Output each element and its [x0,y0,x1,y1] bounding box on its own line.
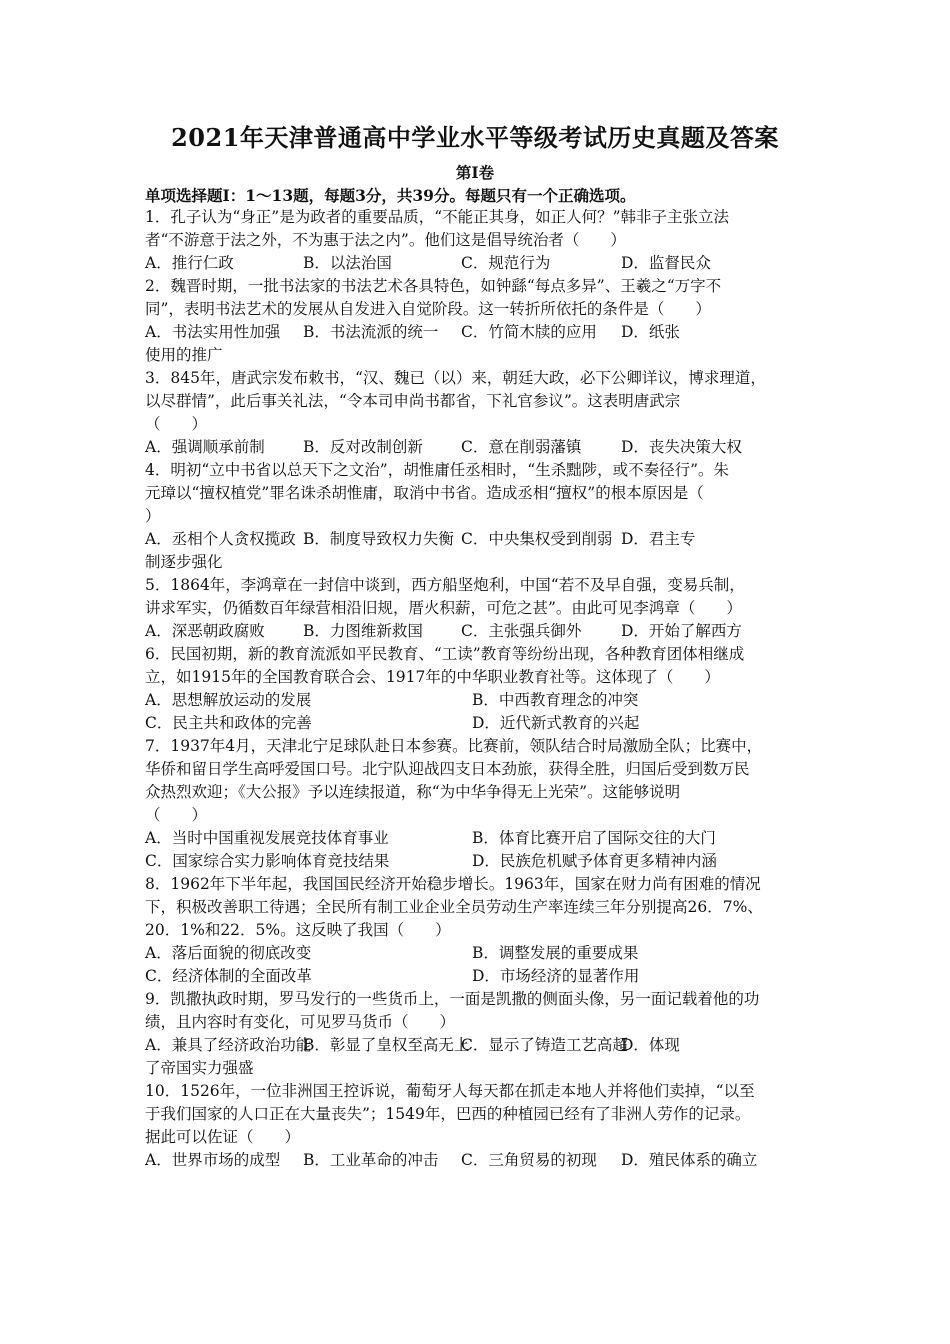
question-line: 使用的推广 [145,346,223,364]
question-line: ） [145,507,161,525]
instructions: 单项选择题Ⅰ：1～13题，每题3分，共39分。每题只有一个正确选项。 [145,186,636,205]
answer-option: A．落后面貌的彻底改变 [145,944,312,962]
answer-option: C．民主共和政体的完善 [145,714,312,732]
option-row [145,321,813,344]
answer-option: D．民族危机赋予体育更多精神内涵 [472,852,717,870]
answer-option: A．当时中国重视发展竞技体育事业 [145,829,389,847]
section-heading: 第Ⅰ卷 [455,163,495,182]
question-line: 5．1864年，李鸿章在一封信中谈到，西方船坚炮利，中国“若不及早自强，变易兵制， [145,576,745,594]
question-line: 20．1%和22．5%。这反映了我国（ ） [145,921,451,939]
option-row [145,252,813,275]
answer-option: B．力图维新救国 [303,622,423,640]
question-line: 8．1962年下半年起，我国国民经济开始稳步增长。1963年，国家在财力尚有困难的情况 [145,875,761,893]
answer-option: C．三角贸易的初现 [461,1151,597,1169]
option-row [145,436,813,459]
question-line: （ ） [145,415,208,433]
question-line: 立，如1915年的全国教育联合会、1917年的中华职业教育社等。这体现了（ ） [145,668,720,686]
option-row [145,827,813,850]
answer-option: D．开始了解西方 [621,622,742,640]
option-row [145,965,813,988]
answer-option: A．强调顺承前制 [145,438,265,456]
answer-option: C．竹简木牍的应用 [461,323,597,341]
question-body [145,206,813,1172]
answer-option: A．深恶朝政腐败 [145,622,265,640]
question-line: 9．凯撒执政时期，罗马发行的一些货币上，一面是凯撒的侧面头像，另一面记载着他的功 [145,990,760,1008]
answer-option: D．近代新式教育的兴起 [472,714,640,732]
question-line: 于我们国家的人口正在大量丧失”；1549年，巴西的种植园已经有了非洲人劳作的记录。 [145,1105,751,1123]
question-line: （ ） [145,806,208,824]
question-line: 4．明初“立中书省以总天下之文治”，胡惟庸任丞相时，“生杀黜陟，或不奏径行”。朱 [145,461,730,479]
answer-option: B．中西教育理念的冲突 [472,691,639,709]
question-line: 元璋以“擅权植党”罪名诛杀胡惟庸，取消中书省。造成丞相“擅权”的根本原因是（ [145,484,704,502]
question-line: 同”，表明书法艺术的发展从自发进入自觉阶段。这一转折所依托的条件是（ ） [145,300,711,318]
option-row [145,528,813,551]
option-row [145,712,813,735]
answer-option: A．书法实用性加强 [145,323,281,341]
answer-option: A．兼具了经济政治功能 [145,1036,312,1054]
answer-option: A．世界市场的成型 [145,1151,281,1169]
answer-option: D．纸张 [621,323,680,341]
answer-option: D．监督民众 [621,254,711,272]
answer-option: C．规范行为 [461,254,551,272]
option-row [145,1149,813,1172]
answer-option: B．工业革命的冲击 [303,1151,439,1169]
question-line: 众热烈欢迎；《大公报》予以连续报道，称“为中华争得无上光荣”。这能够说明 [145,783,681,801]
answer-option: D．君主专 [621,530,696,548]
answer-option: D．市场经济的显著作用 [472,967,640,985]
answer-option: A．思想解放运动的发展 [145,691,312,709]
answer-option: B．书法流派的统一 [303,323,439,341]
answer-option: C．国家综合实力影响体育竞技结果 [145,852,390,870]
option-row [145,1034,813,1057]
option-row [145,689,813,712]
answer-option: B．以法治国 [303,254,392,272]
answer-option: C．显示了铸造工艺高超 [461,1036,628,1054]
answer-option: A．推行仁政 [145,254,234,272]
answer-option: B．调整发展的重要成果 [472,944,639,962]
answer-option: B．彰显了皇权至高无上 [303,1036,470,1054]
question-line: 1．孔子认为“身正”是为政者的重要品质，“不能正其身，如正人何？”韩非子主张立法 [145,208,730,226]
answer-option: B．反对改制创新 [303,438,423,456]
question-line: 2．魏晋时期，一批书法家的书法艺术各具特色，如钟繇“每点多异”、王羲之“万字不 [145,277,722,295]
question-line: 6．民国初期，新的教育流派如平民教育、“工读”教育等纷纷出现，各种教育团体相继成 [145,645,745,663]
question-line: 3．845年，唐武宗发布敕书，“汉、魏已（以）来，朝廷大政，必下公卿详议，博求理道， [145,369,766,387]
question-line: 者“不游意于法之外，不为惠于法之内”。他们这是倡导统治者（ ） [145,231,626,249]
question-line: 讲求军实，仍循数百年绿营相沿旧规，厝火积薪，可危之甚”。由此可见李鸿章（ ） [145,599,742,617]
page-title: 2021年天津普通高中学业水平等级考试历史真题及答案 [171,123,779,152]
answer-option: D．体现 [621,1036,680,1054]
answer-option: A．丞相个人贪权揽政 [145,530,296,548]
answer-option: B．制度导致权力失衡 [303,530,454,548]
answer-option: D．殖民体系的确立 [621,1151,758,1169]
answer-option: C．主张强兵御外 [461,622,582,640]
answer-option: B．体育比赛开启了国际交往的大门 [472,829,716,847]
question-line: 了帝国实力强盛 [145,1059,254,1077]
question-line: 制逐步强化 [145,553,223,571]
answer-option: D．丧失决策大权 [621,438,742,456]
question-line: 据此可以佐证（ ） [145,1128,301,1146]
option-row [145,620,813,643]
question-line: 10．1526年，一位非洲国王控诉说，葡萄牙人每天都在抓走本地人并将他们卖掉，“以至 [145,1082,755,1100]
answer-option: C．中央集权受到削弱 [461,530,613,548]
question-line: 以尽群情”，此后事关礼法，“令本司申尚书都省，下礼官参议”。这表明唐武宗 [145,392,681,410]
question-line: 下，积极改善职工待遇；全民所有制工业企业全员劳动生产率连续三年分别提高26．7%、 [145,898,763,916]
question-line: 7．1937年4月，天津北宁足球队赴日本参赛。比赛前，领队结合时局激励全队；比赛中， [145,737,763,755]
option-row [145,942,813,965]
question-line: 华侨和留日学生高呼爱国口号。北宁队迎战四支日本劲旅，获得全胜，归国后受到数万民 [145,760,750,778]
option-row [145,850,813,873]
question-line: 绩，且内容时有变化，可见罗马货币（ ） [145,1013,456,1031]
answer-option: C．经济体制的全面改革 [145,967,312,985]
answer-option: C．意在削弱藩镇 [461,438,582,456]
